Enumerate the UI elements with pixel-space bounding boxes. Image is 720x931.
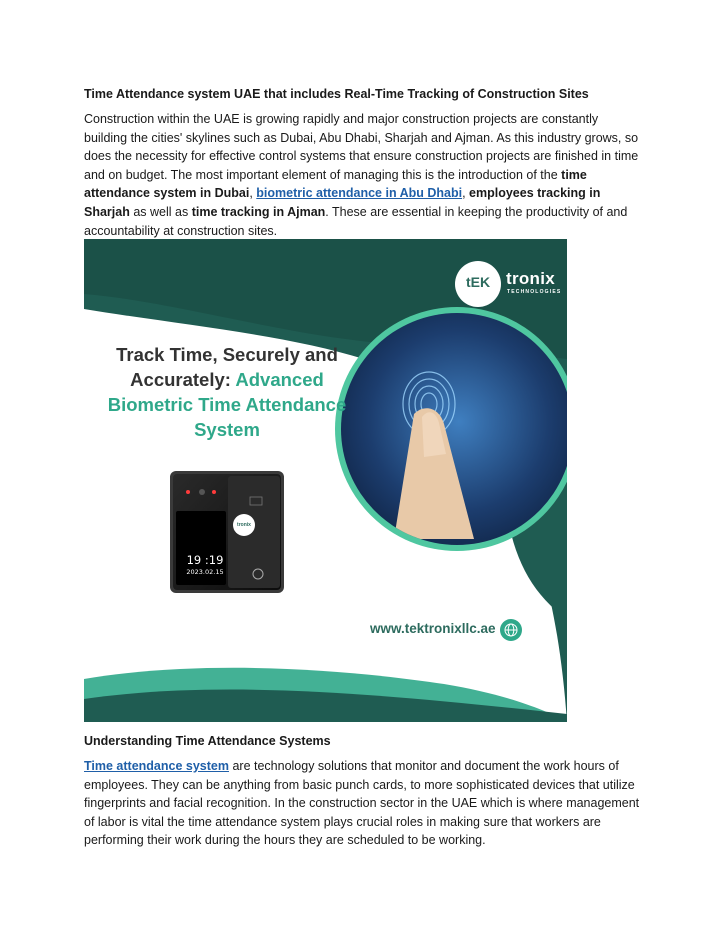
intro-text-1: Construction within the UAE is growing rapidly and major construction projects are constantly building the cities' skylines such as Dubai, Abu Dhabi, Sharjah and Ajman. As this industry grows, so does the necessity for effective control systems that ensure construction projects are finished in time and on budget. The most important element of managing this is the introduction of the — [84, 112, 639, 182]
headline-line-4: System — [194, 419, 260, 440]
logo-name: tronix — [506, 269, 556, 288]
headline-line-3: Biometric Time Attendance — [107, 394, 347, 415]
headline-line-2 — [84, 367, 370, 392]
logo-mark: tEK — [465, 274, 491, 290]
intro-bold-sharjah: employees tracking in Sharjah — [84, 186, 601, 219]
time-attendance-system-link[interactable]: Time attendance system — [84, 759, 229, 773]
intro-text-3: , — [462, 186, 470, 201]
document-title: Time Attendance system UAE that includes Real-Time Tracking of Construction Sites — [84, 87, 589, 101]
headline-line-1: Track Time, Securely and — [116, 344, 338, 365]
device-date: 2023.02.15 — [186, 568, 224, 576]
device-logo: tronix — [237, 522, 251, 528]
intro-text-5: . These are essential in keeping the productivity of and accountability at construction sites. — [84, 204, 628, 238]
poster-url: www.tektronixllc.ae — [370, 621, 496, 636]
poster-graphic — [84, 239, 567, 722]
intro-bold-ajman: time tracking in Ajman — [191, 204, 326, 219]
intro-text-4: as well as — [129, 204, 192, 219]
poster-headline — [84, 342, 370, 442]
headline-line-2a: Accurately: — [130, 369, 236, 390]
device-time: 19 :19 — [186, 553, 224, 567]
logo-subtitle: TECHNOLOGIES — [507, 289, 562, 295]
intro-paragraph — [84, 110, 640, 240]
section-text: are technology solutions that monitor and document the work hours of employees. They can be anything from basic punch cards, to more sophisticated devices that utilize fingerprints and facial recognition. In the construction sector in the UAE which is where management of labor is vital the time attendance system plays crucial roles in making sure that workers are performing their work during the hours they are scheduled to be working. — [84, 759, 640, 848]
promo-poster-image — [84, 239, 567, 722]
intro-text-2: , — [249, 186, 257, 201]
headline-line-2b: Advanced — [235, 369, 324, 390]
intro-bold-dubai: time attendance system in Dubai — [84, 167, 587, 201]
biometric-abu-dhabi-link[interactable]: biometric attendance in Abu Dhabi — [256, 186, 463, 201]
section-heading: Understanding Time Attendance Systems — [84, 734, 331, 748]
section-paragraph — [84, 757, 640, 850]
